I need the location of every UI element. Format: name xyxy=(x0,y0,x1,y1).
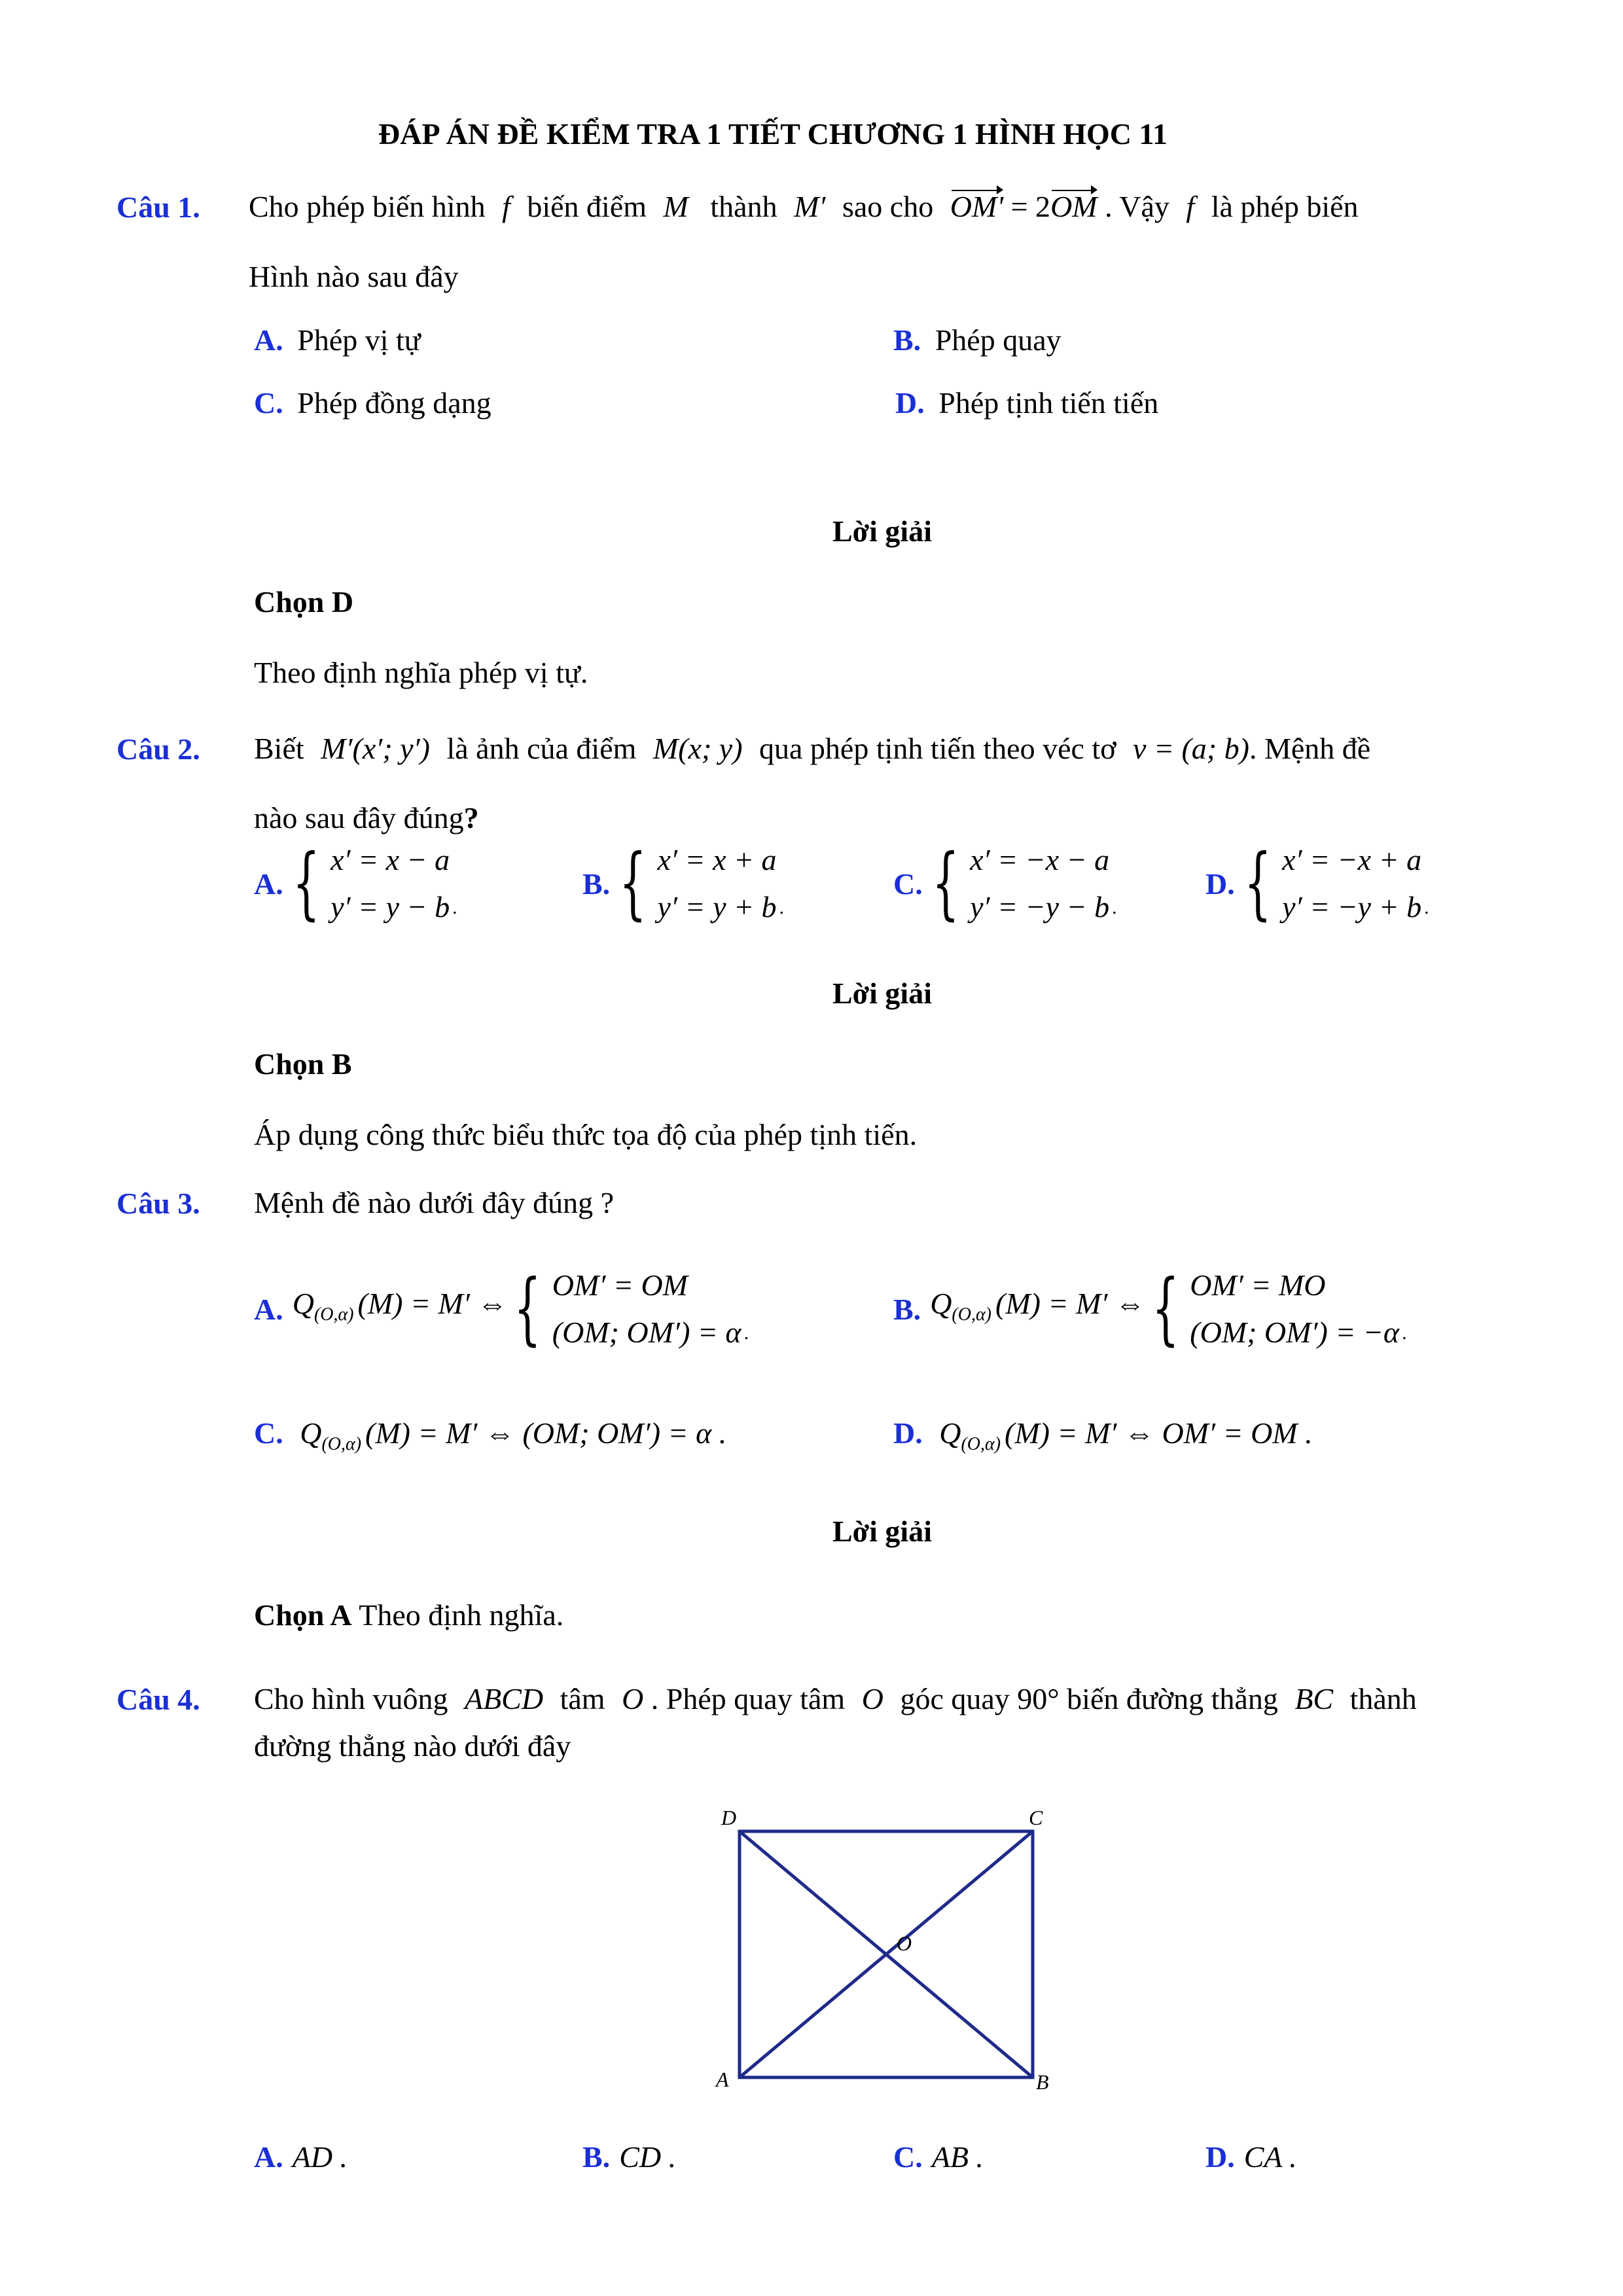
q3-choice: Chọn A xyxy=(254,1598,352,1632)
q1-solution-heading: Lời giải xyxy=(832,514,932,548)
q3-rhs: (OM; OM′) = α . xyxy=(522,1416,727,1450)
q2-solution-heading: Lời giải xyxy=(832,977,932,1010)
q3-choice-line xyxy=(254,1597,563,1634)
q3-Q: Q xyxy=(930,1286,952,1320)
q2-text: qua phép tịnh tiến theo véc tơ xyxy=(759,732,1116,765)
q3-lhs-tail: (M) = M′ ⇔ xyxy=(365,1416,515,1450)
vertex-label-b: B xyxy=(1036,2070,1049,2094)
q2-option-b: B. { x′ = x + a y′ = y + b . xyxy=(582,836,784,931)
option-text: Phép quay xyxy=(935,323,1061,357)
option-text: AB . xyxy=(931,2140,984,2174)
q1-choice: Chọn D xyxy=(254,585,354,619)
q2-stem xyxy=(254,730,1370,767)
option-key: D. xyxy=(1205,867,1235,901)
option-key: D. xyxy=(893,1416,923,1450)
q3-lhs-tail: (M) = M′ ⇔ xyxy=(357,1286,508,1320)
q4-label: Câu 4. xyxy=(116,1683,200,1716)
q1-option-a xyxy=(254,322,421,359)
option-key: A. xyxy=(254,2140,283,2174)
q1-text: thành xyxy=(710,190,777,223)
q1-var-f: f xyxy=(1186,190,1195,223)
q3-Q-sub: (O,α) xyxy=(961,1434,1001,1454)
brace-icon: { xyxy=(292,838,320,929)
q3-solution-heading: Lời giải xyxy=(832,1515,932,1548)
option-text: Phép tịnh tiến tiến xyxy=(938,386,1159,420)
option-key: A. xyxy=(254,1292,283,1326)
q3-option-c xyxy=(254,1415,726,1463)
q1-text: biến điểm xyxy=(527,190,647,223)
system-line: (OM; OM′) = −α xyxy=(1190,1316,1400,1349)
q4-var-O: O xyxy=(861,1682,883,1715)
option-key: B. xyxy=(893,1292,921,1326)
system-line: y′ = −y + b xyxy=(1282,890,1422,924)
option-text: CA . xyxy=(1243,2140,1297,2174)
system-line: x′ = −x + a xyxy=(1282,843,1422,876)
q2-question-mark: ? xyxy=(463,801,479,834)
system-line: y′ = −y − b xyxy=(970,890,1110,924)
option-text: CD . xyxy=(619,2140,677,2174)
q2-vector-v: v = (a; b) xyxy=(1133,732,1249,765)
q3-lhs xyxy=(293,1285,508,1333)
q2-point-Mp: M′(x′; y′) xyxy=(321,732,430,765)
q1-var-f: f xyxy=(502,190,510,223)
q3-Q: Q xyxy=(939,1416,961,1450)
system-line: (OM; OM′) = α xyxy=(552,1316,741,1349)
brace-icon: { xyxy=(1151,1263,1179,1354)
q1-vector-OM: OM xyxy=(1050,188,1097,225)
option-key: A. xyxy=(254,323,283,357)
q4-option-a xyxy=(254,2139,348,2176)
page-title: ĐÁP ÁN ĐỀ KIỂM TRA 1 TIẾT CHƯƠNG 1 HÌNH HỌC 11 xyxy=(378,117,1168,151)
vertex-label-c: C xyxy=(1029,1806,1043,1829)
option-text: AD . xyxy=(292,2140,348,2174)
q1-text: Cho phép biến hình xyxy=(249,190,486,223)
q4-option-b xyxy=(582,2139,676,2176)
system-line: x′ = x − a xyxy=(330,843,450,876)
q3-rhs: OM′ = OM . xyxy=(1162,1416,1313,1450)
q1-text: là phép biến xyxy=(1211,190,1359,223)
q3-lhs-tail: (M) = M′ ⇔ xyxy=(1005,1416,1154,1450)
q3-option-d xyxy=(893,1415,1313,1463)
q3-option-a: A. $Q_{(O,\alpha)}$ (M) = M′ ⇔ { OM′ = OM (OM; OM′) = α . xyxy=(254,1262,749,1356)
brace-icon: { xyxy=(931,838,959,929)
q2-choice: Chọn B xyxy=(254,1047,352,1081)
q1-equals: = 2 xyxy=(1003,190,1051,223)
q4-text: tâm xyxy=(560,1682,605,1715)
q3-Q-sub: (O,α) xyxy=(321,1434,362,1454)
q2-explanation: Áp dụng công thức biểu thức tọa độ của phép tịnh tiến. xyxy=(254,1118,918,1151)
q4-text: góc quay 90° biến đường thẳng xyxy=(900,1682,1278,1715)
q2-option-d: D. { x′ = −x + a y′ = −y + b . xyxy=(1205,836,1429,931)
system-line: y′ = y + b xyxy=(657,890,777,924)
q2-text: là ảnh của điểm xyxy=(446,732,637,765)
q4-var-BC: BC xyxy=(1294,1682,1334,1715)
q1-text: sao cho xyxy=(842,190,934,223)
q3-lhs-tail: (M) = M′ ⇔ xyxy=(995,1286,1145,1320)
q1-text: . Vậy xyxy=(1105,190,1169,223)
q2-stem-line2 xyxy=(254,800,479,836)
option-text: Phép vị tự xyxy=(297,323,421,357)
q2-point-M: M(x; y) xyxy=(652,732,743,765)
q4-var-O: O xyxy=(622,1682,644,1715)
option-key: B. xyxy=(582,867,611,901)
q2-text: Biết xyxy=(254,732,304,765)
q4-text: thành xyxy=(1349,1682,1417,1715)
q3-Q-sub: (O,α) xyxy=(313,1304,354,1325)
vertex-label-o: O xyxy=(897,1931,912,1955)
q1-option-c xyxy=(254,385,491,422)
q1-option-d xyxy=(895,385,1158,422)
q3-lhs xyxy=(930,1285,1145,1333)
q1-var-Mp: M′ xyxy=(794,190,826,223)
q2-option-c: C. { x′ = −x − a y′ = −y − b . xyxy=(893,836,1117,931)
q1-label: Câu 1. xyxy=(116,190,200,224)
system-line: OM′ = OM xyxy=(552,1268,688,1302)
q1-vector-OMp: OM' xyxy=(950,188,1003,225)
option-key: D. xyxy=(895,386,925,420)
q4-stem xyxy=(254,1681,1417,1717)
q4-square-figure xyxy=(707,1793,1073,2094)
system-line: x′ = x + a xyxy=(657,843,777,876)
option-key: B. xyxy=(893,323,921,357)
q2-label: Câu 2. xyxy=(116,732,200,766)
q1-stem-line2: Hình nào sau đây xyxy=(249,260,459,293)
q4-text: . Phép quay tâm xyxy=(651,1682,846,1715)
q3-explanation: Theo định nghĩa. xyxy=(359,1598,564,1632)
q4-stem-line2: đường thẳng nào dưới đây xyxy=(254,1729,571,1763)
q4-text: Cho hình vuông xyxy=(254,1682,448,1715)
vertex-label-d: D xyxy=(721,1806,737,1829)
q4-option-d xyxy=(1205,2139,1297,2176)
q1-option-b xyxy=(893,322,1061,359)
q1-var-M: M xyxy=(663,190,688,223)
brace-icon: { xyxy=(619,838,647,929)
option-key: C. xyxy=(254,1416,283,1450)
square-lines xyxy=(740,1831,1033,2077)
q4-option-c xyxy=(893,2139,984,2176)
q3-Q: Q xyxy=(292,1286,314,1320)
q1-explanation: Theo định nghĩa phép vị tự. xyxy=(254,656,588,689)
system-line: y′ = y − b xyxy=(330,890,450,924)
system-line: OM′ = MO xyxy=(1190,1268,1326,1302)
option-key: C. xyxy=(893,867,923,901)
option-key: A. xyxy=(254,867,283,901)
vertex-label-a: A xyxy=(716,2068,729,2091)
option-key: B. xyxy=(582,2140,611,2174)
q3-Q: Q xyxy=(300,1416,322,1450)
option-text: Phép đồng dạng xyxy=(297,386,491,420)
q2-text: . Mệnh đề xyxy=(1249,732,1371,765)
brace-icon: { xyxy=(514,1263,542,1354)
q3-label: Câu 3. xyxy=(116,1187,200,1220)
q2-text: nào sau đây đúng xyxy=(254,801,464,834)
option-key: C. xyxy=(893,2140,923,2174)
option-key: C. xyxy=(254,386,283,420)
q3-option-b: B. $Q_{(O,\alpha)}$ (M) = M′ ⇔ { OM′ = MO (OM; OM′) = −α . xyxy=(893,1262,1407,1356)
q3-stem: Mệnh đề nào dưới đây đúng ? xyxy=(254,1186,615,1219)
system-line: x′ = −x − a xyxy=(970,843,1110,876)
q1-stem xyxy=(249,188,1359,225)
option-key: D. xyxy=(1205,2140,1235,2174)
q4-var-ABCD: ABCD xyxy=(464,1682,544,1715)
q3-Q-sub: (O,α) xyxy=(952,1304,991,1325)
q2-option-a: A. { x′ = x − a y′ = y − b . xyxy=(254,836,457,931)
brace-icon: { xyxy=(1243,838,1272,929)
